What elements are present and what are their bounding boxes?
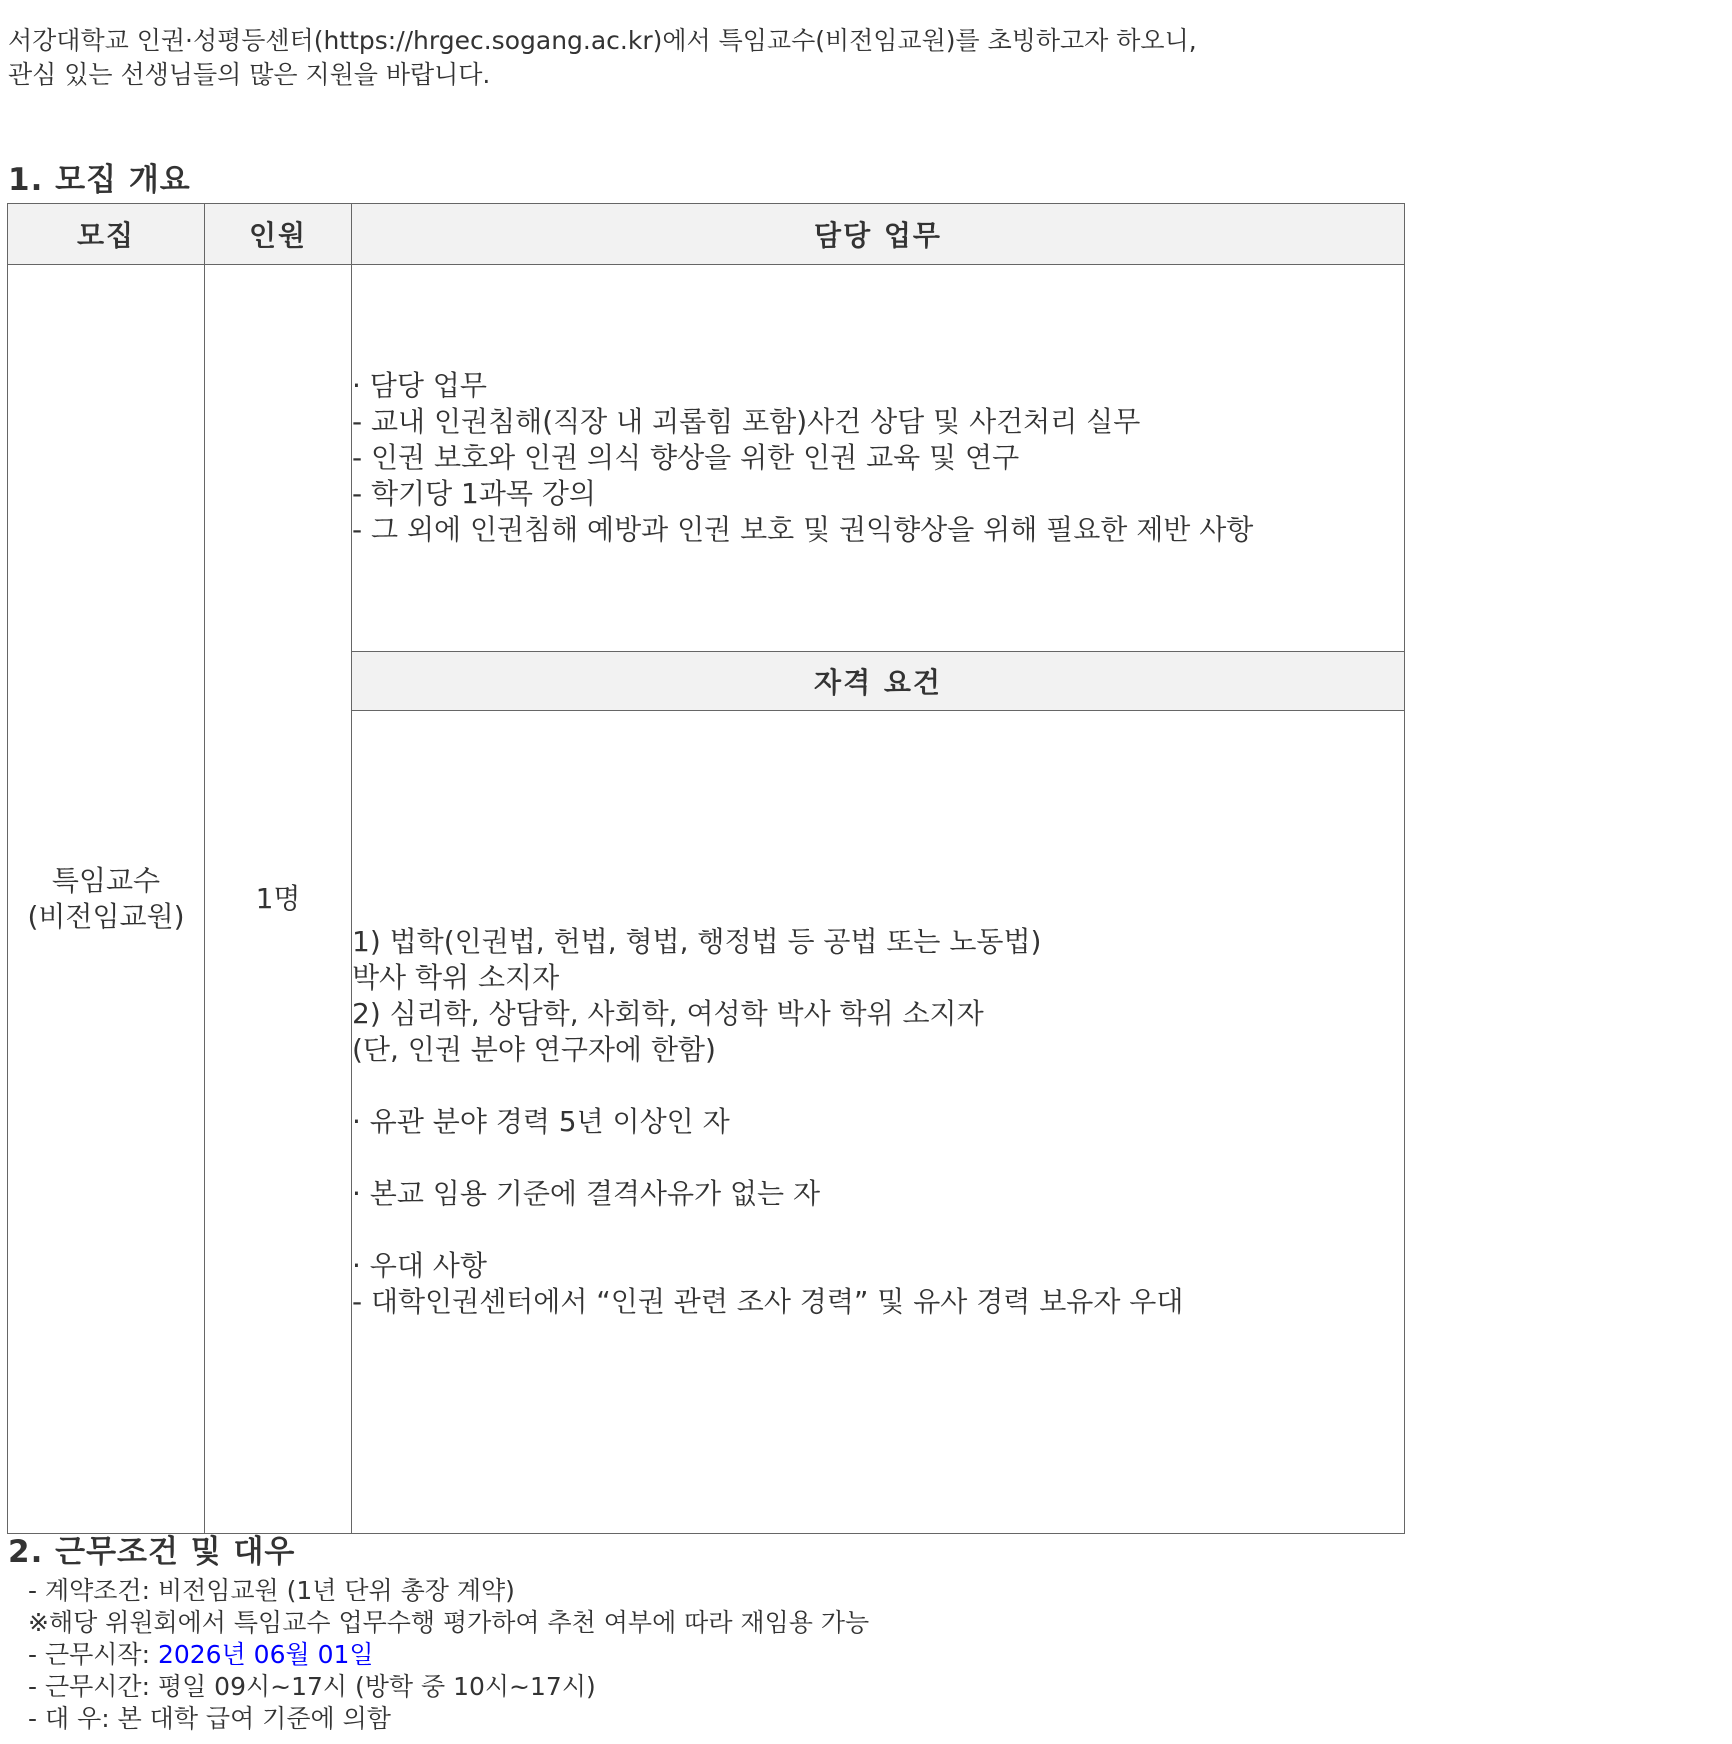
hours-line: - 근무시간: 평일 09시~17시 (방학 중 10시~17시) <box>28 1672 596 1701</box>
qualification-item: 박사 학위 소지자 <box>352 961 560 994</box>
work-conditions <box>28 1575 869 1735</box>
duty-item: - 학기당 1과목 강의 <box>352 477 596 510</box>
duty-item: · 담당 업무 <box>352 369 487 402</box>
header-duties: 담당 업무 <box>352 204 1405 265</box>
contract-line: - 계약조건: 비전임교원 (1년 단위 총장 계약) <box>28 1576 515 1605</box>
qualification-item: · 본교 임용 기준에 결격사유가 없는 자 <box>352 1177 821 1210</box>
spacer <box>352 1212 1404 1248</box>
start-date: 2026년 06월 01일 <box>157 1640 374 1669</box>
spacer <box>352 1068 1404 1104</box>
start-label: - 근무시작: <box>28 1640 158 1669</box>
qualification-item: 2) 심리학, 상담학, 사회학, 여성학 박사 학위 소지자 <box>352 997 984 1030</box>
count-cell: 1명 <box>205 265 352 1534</box>
spacer <box>352 1140 1404 1176</box>
position-cell <box>8 265 205 1534</box>
qualifications-cell <box>352 711 1405 1534</box>
qualification-item: - 대학인권센터에서 “인권 관련 조사 경력” 및 유사 경력 보유자 우대 <box>352 1285 1184 1318</box>
intro-line-2: 관심 있는 선생님들의 많은 지원을 바랍니다. <box>8 60 491 89</box>
qualification-item: · 우대 사항 <box>352 1249 487 1282</box>
qualification-item: 1) 법학(인권법, 헌법, 형법, 행정법 등 공법 또는 노동법) <box>352 925 1042 958</box>
start-line <box>28 1639 869 1671</box>
duty-item: - 인권 보호와 인권 의식 향상을 위한 인권 교육 및 연구 <box>352 441 1020 474</box>
duty-item: - 그 외에 인권침해 예방과 인권 보호 및 권익향상을 위해 필요한 제반 사항 <box>352 513 1254 546</box>
recruitment-table <box>7 203 1405 1534</box>
qualification-item: · 유관 분야 경력 5년 이상인 자 <box>352 1105 730 1138</box>
section-1-title: 1. 모집 개요 <box>8 162 191 198</box>
header-count: 인원 <box>205 204 352 265</box>
reappointment-note: ※해당 위원회에서 특임교수 업무수행 평가하여 추천 여부에 따라 재임용 가능 <box>28 1608 870 1637</box>
position-line-2: (비전임교원) <box>27 900 185 933</box>
table-header-row <box>8 204 1405 265</box>
header-qualifications: 자격 요건 <box>352 652 1405 711</box>
intro-line-1: 서강대학교 인권·성평등센터(https://hrgec.sogang.ac.kr)에서 특임교수(비전임교원)를 초빙하고자 하오니, <box>8 26 1197 55</box>
pay-line: - 대 우: 본 대학 급여 기준에 의함 <box>28 1704 391 1733</box>
header-recruit: 모집 <box>8 204 205 265</box>
duties-cell <box>352 265 1405 652</box>
section-2-title: 2. 근무조건 및 대우 <box>8 1534 296 1570</box>
position-line-1: 특임교수 <box>51 864 161 897</box>
duty-item: - 교내 인권침해(직장 내 괴롭힘 포함)사건 상담 및 사건처리 실무 <box>352 405 1141 438</box>
qualification-item: (단, 인권 분야 연구자에 한함) <box>352 1033 716 1066</box>
intro-text <box>8 24 1197 92</box>
table-row <box>8 265 1405 652</box>
